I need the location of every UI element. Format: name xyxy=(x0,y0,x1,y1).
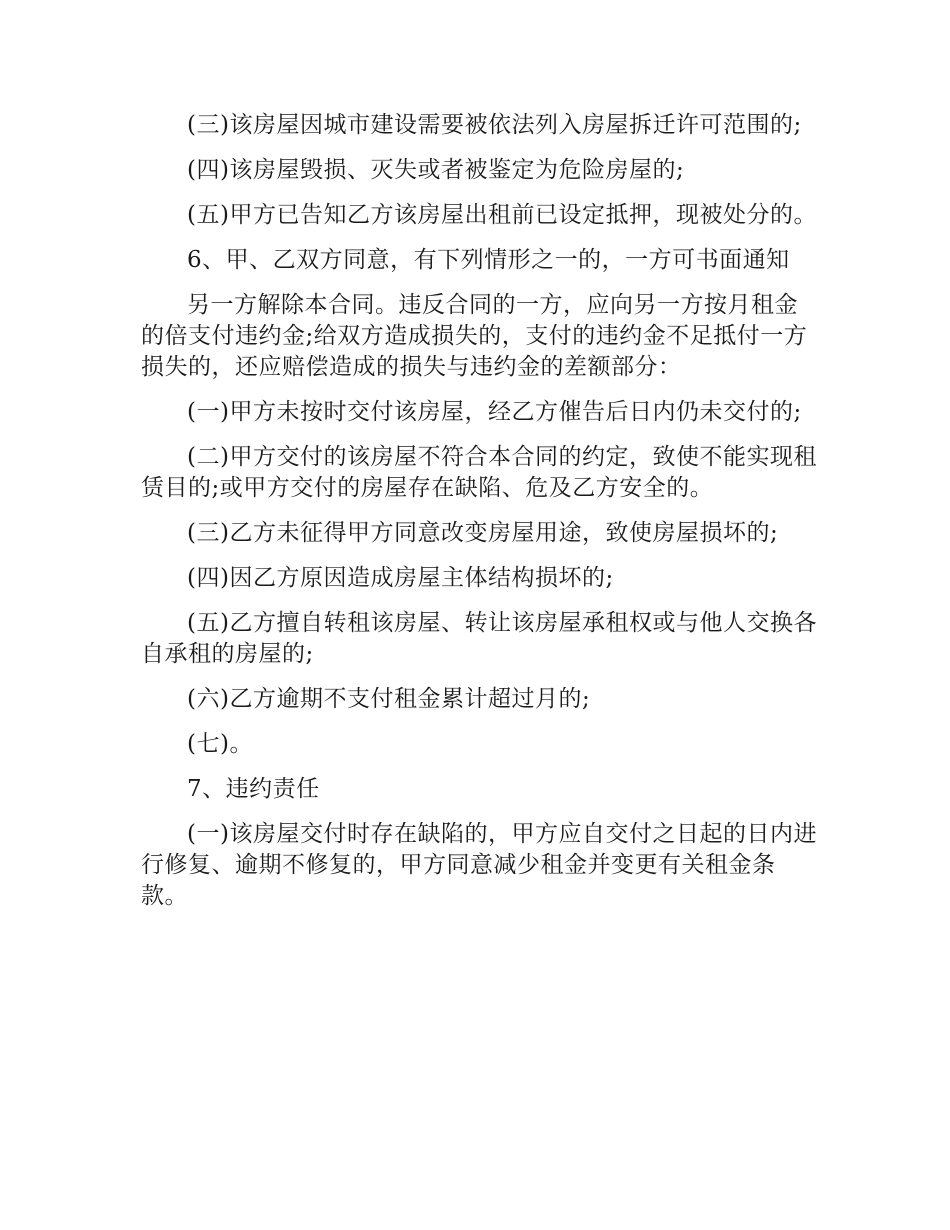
clause-6-item-7: (七)。 xyxy=(187,731,253,757)
document-body xyxy=(141,110,817,926)
clause-7-item-1: (一)该房屋交付时存在缺陷的，甲方应自交付之日起的日内进行修复、逾期不修复的，甲方同意减少租金并变更有关租金条款。 xyxy=(141,821,817,909)
paragraph-3-demolition: (三)该房屋因城市建设需要被依法列入房屋拆迁许可范围的; xyxy=(187,112,802,138)
clause-7-heading: 7、违约责任 xyxy=(187,776,320,802)
clause-6-item-5: (五)乙方擅自转租该房屋、转让该房屋承租权或与他人交换各自承租的房屋的; xyxy=(141,610,817,667)
clause-6-item-1: (一)甲方未按时交付该房屋，经乙方催告后日内仍未交付的; xyxy=(187,399,802,425)
clause-6-item-6: (六)乙方逾期不支付租金累计超过月的; xyxy=(187,686,591,712)
clause-6-body: 另一方解除本合同。违反合同的一方，应向另一方按月租金的倍支付违约金;给双方造成损失的，支付的违约金不足抵付一方损失的，还应赔偿造成的损失与违约金的差额部分： xyxy=(141,292,808,380)
clause-6-heading: 6、甲、乙双方同意，有下列情形之一的，一方可书面通知 xyxy=(187,247,790,273)
clause-6-item-4: (四)因乙方原因造成房屋主体结构损坏的; xyxy=(187,565,614,591)
paragraph-4-damage: (四)该房屋毁损、灭失或者被鉴定为危险房屋的; xyxy=(187,157,685,183)
paragraph-5-mortgage: (五)甲方已告知乙方该房屋出租前已设定抵押，现被处分的。 xyxy=(187,202,817,228)
clause-6-item-3: (三)乙方未征得甲方同意改变房屋用途，致使房屋损坏的; xyxy=(187,520,779,546)
clause-6-item-2: (二)甲方交付的该房屋不符合本合同的约定，致使不能实现租赁目的;或甲方交付的房屋存在缺陷、危及乙方安全的。 xyxy=(141,444,817,501)
